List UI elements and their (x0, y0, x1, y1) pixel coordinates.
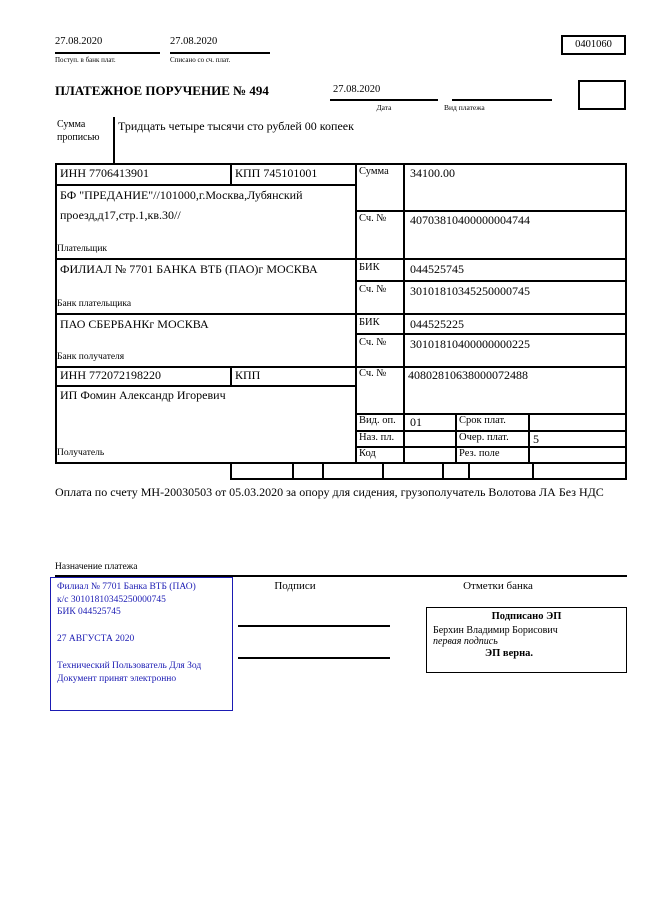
payer-inn: ИНН 7706413901 (60, 166, 149, 180)
payee-bank-account-label: Сч. № (359, 337, 387, 348)
ep-signature-type: первая подпись (433, 636, 498, 647)
payee-account-label: Сч. № (359, 368, 387, 379)
amount-words-label: Сумма прописью (57, 119, 100, 143)
payee-bank-name: ПАО СБЕРБАНКг МОСКВА (60, 317, 209, 331)
bank-marks-heading: Отметки банка (463, 580, 533, 592)
debited-date-label: Списано со сч. плат. (170, 56, 231, 64)
payer-kpp: КПП 745101001 (235, 166, 318, 180)
op-kind-value: 01 (410, 415, 422, 429)
stamp-date: 27 АВГУСТА 2020 (57, 633, 135, 644)
payee-account-value: 40802810638000072488 (408, 368, 528, 382)
payer-bank-name: ФИЛИАЛ № 7701 БАНКА ВТБ (ПАО)г МОСКВА (60, 262, 318, 276)
code-label: Код (359, 448, 376, 459)
bank-acceptance-stamp (50, 577, 233, 711)
document-date-label: Дата (376, 103, 392, 112)
pay-term-label: Срок плат. (459, 415, 506, 426)
payer-account-label: Сч. № (359, 213, 387, 224)
payer-name: БФ "ПРЕДАНИЕ"//101000,г.Москва,Лубянский проезд,д17,стр.1,кв.30// (60, 188, 303, 222)
stamp-org: Филиал № 7701 Банка ВТБ (ПАО) (57, 582, 196, 592)
form-code-box: 0401060 (561, 35, 626, 55)
document-title: ПЛАТЕЖНОЕ ПОРУЧЕНИЕ № 494 (55, 83, 269, 98)
reserve-field-label: Рез. поле (459, 448, 500, 459)
signature-line (238, 657, 390, 659)
stamp-note: Документ принят электронно (57, 673, 177, 684)
amount-words-value: Тридцать четыре тысячи сто рублей 00 копеек (118, 119, 354, 133)
payer-account-value: 40703810400000004744 (410, 213, 530, 227)
signature-line (238, 625, 390, 627)
priority-value: 5 (533, 432, 539, 446)
payee-bank-section-label: Банк получателя (57, 352, 125, 362)
payer-bank-account-label: Сч. № (359, 284, 387, 295)
debited-date-value: 27.08.2020 (170, 36, 218, 47)
signatures-heading: Подписи (274, 580, 316, 592)
received-date-value: 27.08.2020 (55, 36, 103, 47)
payee-kpp-label: КПП (235, 368, 261, 382)
document-date-value: 27.08.2020 (333, 84, 381, 95)
payee-bank-bik-label: БИК (359, 317, 380, 328)
stamp-bik: БИК 044525745 (57, 607, 121, 617)
payee-section-label: Получатель (57, 448, 105, 458)
stamp-user: Технический Пользователь Для Зод (57, 661, 202, 671)
status-box (578, 80, 626, 110)
payer-bank-bik-label: БИК (359, 262, 380, 273)
purpose-text: Оплата по счету МН-20030503 от 05.03.2020 за опору для сидения, грузополучатель Волотова ЛА Без НДС (55, 485, 604, 499)
payee-bank-bik-value: 044525225 (410, 317, 464, 331)
payee-inn: ИНН 772072198220 (60, 368, 161, 382)
payee-bank-account-value: 30101810400000000225 (410, 337, 530, 351)
sum-label: Сумма (359, 166, 389, 177)
purpose-code-label: Наз. пл. (359, 432, 395, 443)
payer-section-label: Плательщик (57, 244, 108, 254)
payment-kind-label: Вид платежа (444, 103, 485, 112)
stamp-corr-account: к/с 30101810345250000745 (57, 594, 166, 605)
payee-name: ИП Фомин Александр Игоревич (60, 388, 226, 402)
ep-verdict: ЭП верна. (485, 648, 534, 659)
payer-bank-account-value: 30101810345250000745 (410, 284, 530, 298)
ep-title: Подписано ЭП (491, 611, 562, 622)
received-date-label: Поступ. в банк плат. (55, 56, 116, 64)
payer-bank-section-label: Банк плательщика (57, 299, 132, 309)
priority-label: Очер. плат. (459, 432, 509, 443)
sum-value: 34100.00 (410, 166, 455, 180)
op-kind-label: Вид. оп. (359, 415, 396, 426)
payer-bank-bik-value: 044525745 (410, 262, 464, 276)
electronic-signature-stamp (426, 607, 627, 673)
purpose-section-label: Назначение платежа (55, 562, 138, 572)
ep-signer-name: Берхин Владимир Борисович (433, 625, 558, 636)
